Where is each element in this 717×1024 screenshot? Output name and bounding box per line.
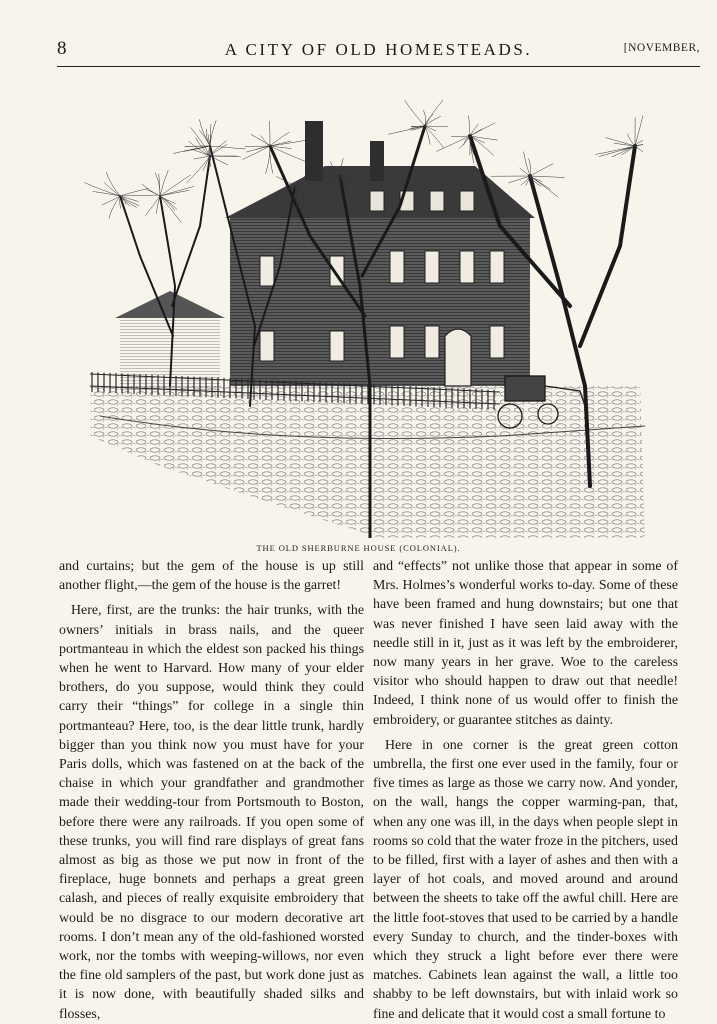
paragraph: and curtains; but the gem of the house is up still another flight,—the gem of the house is the garret! bbox=[59, 559, 364, 594]
illustration-caption: THE OLD SHERBURNE HOUSE (COLONIAL). bbox=[256, 543, 461, 553]
left-column bbox=[59, 557, 364, 1024]
running-title: A CITY OF OLD HOMESTEADS. bbox=[224, 40, 533, 59]
paragraph: Here in one corner is the great green cotton umbrella, the first one ever used in the family, four or five times as large as those we carry now. And yonder, on the wall, hangs the copper warming-pan, that, when any one was ill, in the days when people slept in rooms so cold that the water froze in the pitchers, used to be filled, first with a layer of ashes and then with a layer of hot coals, and moved around and around between the sheets to take off the awful chill. Here are the little foot-stoves that used to be carried by a handle every Sunday to church, and the tinder-boxes with which they struck a light before ever there were matches. Cabinets lean against the wall, a little too shabby to be left downstairs, but with inlaid work so fine and delicate that it would cost a small fortune to bbox=[373, 737, 678, 1022]
month-label: [NOVEMBER, bbox=[623, 42, 700, 54]
page-header bbox=[57, 38, 700, 60]
paragraph: and “effects” not unlike those that appear in some of Mrs. Holmes’s wonderful works to-day. Some of these have been framed and hung downstairs; but one that was never finished I have seen laid away with the needle still in it, just as it was left by the embroiderer, now many years in her grave. Woe to the careless visitor who should happen to draw out that needle! Indeed, I think none of us would offer to finish the embroidery, or guarantee stitches as dainty. bbox=[373, 559, 678, 728]
page-number: 8 bbox=[57, 38, 67, 59]
header-rule bbox=[57, 66, 700, 67]
paragraph: Here, first, are the trunks: the hair trunks, with the owners’ initials in brass nails, and the queer portmanteau in which the eldest son packed his things when he went to Harvard. How many of your elder brothers, do you suppose, would think they could carry their “things” for college in a single thin portmanteau? Here, too, is the dear little trunk, hardly bigger than you think now you must have for your Paris dolls, which was fastened on at the back of the chaise in which your grandfather and grandmother made their wedding-tour from Portsmouth to Boston, before there were any railroads. If you open some of these trunks, you will find rare displays of great fans almost as big as those we put now in front of the fireplace, huge bonnets and perhaps a great green calash, and pieces of really exquisite embroidery that would be no disgrace to our modern decorative art rooms. I don’t mean any of the old-fashioned worsted work, nor the tombs with weeping-willows, nor even the fine old samplers of the past, but work done just as it is now done, with beautifully shaded silks and flosses, bbox=[59, 603, 364, 1022]
sherburne-house-engraving bbox=[80, 86, 645, 538]
right-column bbox=[373, 557, 678, 1024]
